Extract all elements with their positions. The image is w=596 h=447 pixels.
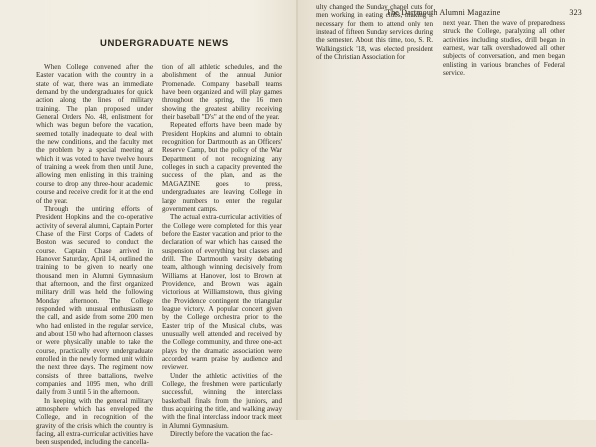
paragraph: When College convened after the Easter vacation with the country in a state of war, there was an immediate demand by the undergraduates for quick action along the lines of military training. The plan proposed under General Orders No. 48, enlistment for which was begun before the vacation, seemed totally inadequate to deal with the new conditions, and the faculty met the problem by a special meeting at which it was voted to have twelve hours of training a week from then until June, allowing men enlisting in this training course to drop any three-hour academic course and receive credit for it at the end of the year. xyxy=(36,63,153,205)
left-column-1 xyxy=(36,63,153,447)
right-page xyxy=(298,0,596,420)
left-column-2 xyxy=(162,63,282,438)
paragraph: tion of all athletic schedules, and the abolishment of the annual Junior Promenade. Company baseball teams have been organized and will play games throughout the spring, the 16 men showing the greatest ability receiving their baseball "D's" at the end of the year. xyxy=(162,63,282,122)
paragraph: Repeated efforts have been made by President Hopkins and alumni to obtain recognition for Dartmouth as an Officers' Reserve Camp, but the policy of the War Department of not recognizing any colleges in such a capacity prevented the success of the plan, and as the MAGAZINE goes to press, undergraduates are leaving College in large numbers to enter the regular government camps. xyxy=(162,121,282,213)
paragraph: Under the athletic activities of the College, the freshmen were particularly successful, winning the interclass basketball finals from the juniors, and thus acquiring the title, and walking away with the final interclass indoor track meet in Alumni Gymnasium. xyxy=(162,371,282,430)
paragraph: Through the untiring efforts of President Hopkins and the co-operative activity of several alumni, Captain Porter Chase of the First Corps of Cadets of Boston was secured to conduct the course. Captain Chase arrived in Hanover Saturday, April 14, outlined the training to be given to nearly one thousand men in Alumni Gymnasium that afternoon, and the first organized military drill was held the following Monday afternoon. The College responded with unusual enthusiasm to the call, and aside from some 200 men who had enlisted in the regular service, and about 150 who had afternoon classes or were physically unable to take the course, practically every undergraduate enrolled in the newly formed unit within the next three days. The regiment now consists of three battalions, twelve companies and 1095 men, who drill daily from 3 until 5 in the afternoon. xyxy=(36,204,154,397)
section-heading: UNDERGRADUATE NEWS xyxy=(100,38,229,49)
page-number: 323 xyxy=(569,8,582,17)
paragraph: ulty changed the Sunday chapel cuts for men working in eating clubs, making it necessary for them to attend only ten instead of fifteen Sunday services during the semester. About this time, too, S. R. Walkingstick '18, was elected president of the Christian Association for xyxy=(316,3,433,62)
paragraph: In keeping with the general military atmosphere which has enveloped the College, and in recognition of the gravity of the crisis which the country is facing, all extra-curricular activities have been suspended, including the cancella- xyxy=(36,396,153,447)
paragraph: The actual extra-curricular activities of the College were completed for this year before the Easter vacation and prior to the declaration of war which has caused the suspension of everything but classes and drill. The Dartmouth varsity debating team, although winning decisively from Williams at Hanover, lost to Brown at Providence, and Brown was again victorious at Williamstown, thus giving the Providence contingent the triangular league victory. A popular concert given by the College orchestra prior to the Easter trip of the Musical clubs, was unusually well attended and received by the College community, and three one-act plays by the dramatic association were accorded warm praise by audience and reviewer. xyxy=(162,213,282,372)
right-column-1 xyxy=(316,3,433,61)
right-column-2 xyxy=(443,19,565,77)
paragraph: Directly before the vacation the fac- xyxy=(170,430,273,439)
magazine-title: The Dartmouth Alumni Magazine xyxy=(386,8,501,17)
paragraph: next year. Then the wave of preparedness struck the College, paralyzing all other activities including studies, drill began in earnest, war talk overshadowed all other subjects of conversation, and men began enlisting in various branches of Federal service. xyxy=(443,19,565,78)
